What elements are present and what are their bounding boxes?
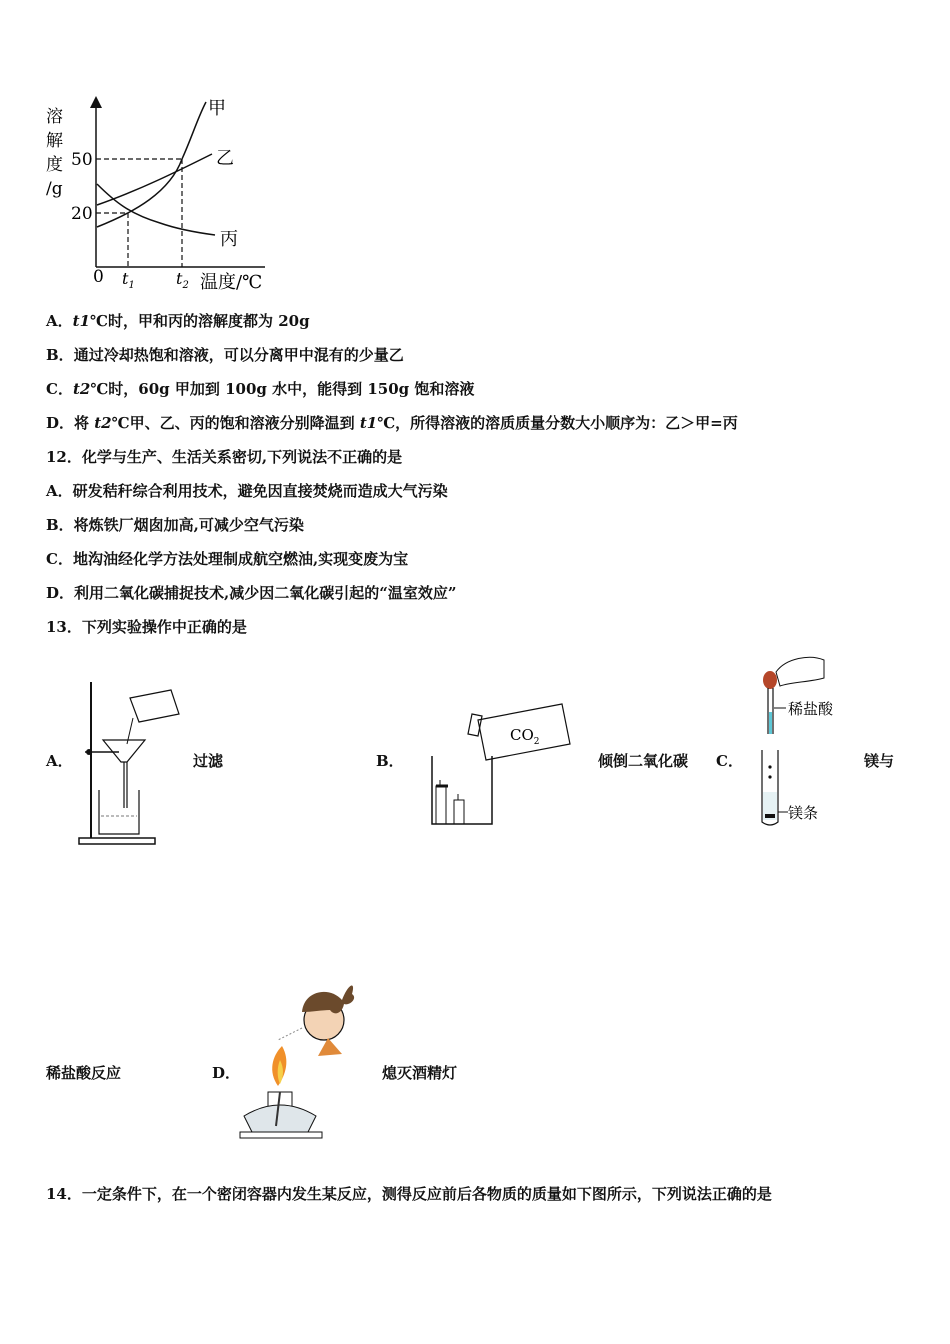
x-axis-label: 温度/℃: [200, 272, 263, 293]
q13-option-c-text-1: 镁与: [864, 752, 895, 770]
q13-option-c-label: C．: [716, 752, 743, 770]
q13-option-c-text-2: 稀盐酸反应: [46, 1064, 122, 1082]
q12-option-c: C．地沟油经化学方法处理制成航空燃油,实现变废为宝: [46, 550, 409, 568]
filtration-illustration: [75, 678, 185, 848]
curve-label-yi: 乙: [216, 148, 234, 169]
origin-label: 0: [93, 267, 104, 287]
svg-text:镁条: 镁条: [788, 804, 819, 822]
q11-option-d: D．将 t2℃甲、乙、丙的饱和溶液分别降温到 t1℃，所得溶液的溶质质量分数大小顺序为：乙＞甲=丙: [46, 414, 738, 432]
t2-label: $t_2$: [176, 269, 189, 291]
q13-option-a-label: A．: [46, 752, 73, 770]
q14-stem: 14．一定条件下，在一个密闭容器内发生某反应，测得反应前后各物质的质量如下图所示，下列说法正确的是: [46, 1185, 772, 1203]
svg-text:CO2: $CO_2$: [510, 726, 540, 747]
y-tick-20: 20: [71, 204, 93, 224]
q13-option-b-label: B．: [376, 752, 404, 770]
curve-label-jia: 甲: [208, 98, 226, 119]
q13-option-d-label: D．: [212, 1064, 241, 1082]
t1-label: $t_1$: [122, 269, 135, 291]
y-tick-50: 50: [71, 150, 93, 170]
q12-option-b: B．将炼铁厂烟囱加高,可减少空气污染: [46, 516, 304, 534]
curve-yi: [97, 154, 212, 205]
y-axis-label-4: /g: [46, 179, 63, 199]
y-axis-label-1: 溶: [46, 107, 63, 127]
curve-bing: [97, 184, 215, 235]
curve-label-bing: 丙: [220, 229, 238, 250]
q12-option-a: A．研发秸秆综合利用技术，避免因直接焚烧而造成大气污染: [46, 482, 448, 500]
y-axis-label-2: 解: [46, 131, 63, 151]
alcohol-lamp-illustration: [238, 976, 362, 1142]
y-axis-label-3: 度: [46, 155, 63, 175]
q13-stem: 13．下列实验操作中正确的是: [46, 618, 247, 636]
q13-option-a-text: 过滤: [193, 752, 224, 770]
svg-text:稀盐酸: 稀盐酸: [788, 700, 834, 718]
mg-acid-illustration: [740, 652, 850, 832]
q11-option-a: A．t1℃时，甲和丙的溶解度都为 20g: [46, 312, 310, 330]
q12-option-d: D．利用二氧化碳捕捉技术,减少因二氧化碳引起的“温室效应”: [46, 584, 457, 602]
solubility-graph: [40, 92, 290, 300]
q13-option-b-text: 倾倒二氧化碳: [598, 752, 689, 770]
q13-option-d-text: 熄灭酒精灯: [382, 1064, 458, 1082]
pour-co2-illustration: [426, 700, 576, 830]
q12-stem: 12．化学与生产、生活关系密切,下列说法不正确的是: [46, 448, 403, 466]
q11-option-c: C．t2℃时，60g 甲加到 100g 水中，能得到 150g 饱和溶液: [46, 380, 475, 398]
q11-option-b: B．通过冷却热饱和溶液，可以分离甲中混有的少量乙: [46, 346, 404, 364]
